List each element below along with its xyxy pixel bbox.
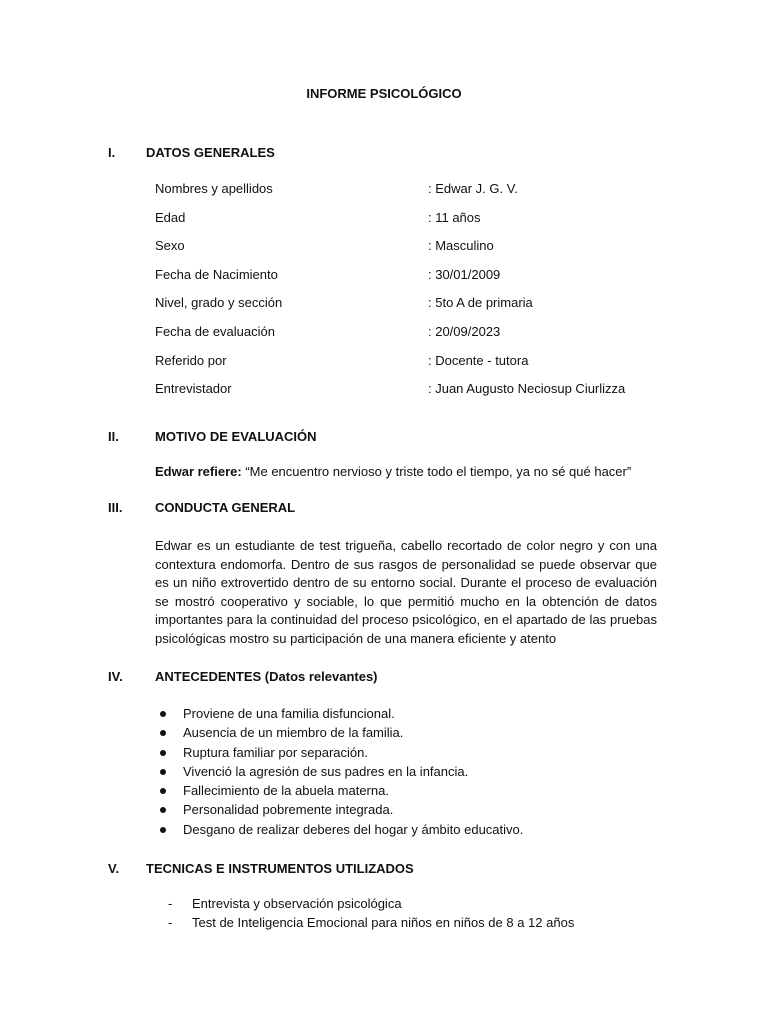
datos-label: Nombres y apellidos bbox=[155, 181, 273, 196]
list-item-text: Ausencia de un miembro de la familia. bbox=[183, 725, 404, 741]
list-item-text: Test de Inteligencia Emocional para niños en niños de 8 a 12 años bbox=[192, 915, 575, 930]
bullet-icon bbox=[160, 769, 166, 775]
datos-label: Edad bbox=[155, 210, 186, 225]
datos-value: : 20/09/2023 bbox=[428, 324, 501, 339]
datos-label: Entrevistador bbox=[155, 381, 232, 396]
section-title-motivo: MOTIVO DE EVALUACIÓN bbox=[155, 429, 317, 444]
list-item bbox=[168, 896, 574, 915]
list-item bbox=[155, 783, 523, 802]
bullet-icon bbox=[160, 730, 166, 736]
datos-label: Referido por bbox=[155, 353, 227, 368]
bullet-icon bbox=[160, 750, 166, 756]
bullet-icon bbox=[160, 788, 166, 794]
datos-row bbox=[155, 381, 675, 399]
datos-row bbox=[155, 181, 675, 199]
tecnicas-list bbox=[168, 896, 574, 934]
datos-value: : Edwar J. G. V. bbox=[428, 181, 518, 196]
datos-value: : Masculino bbox=[428, 238, 494, 253]
list-item-text: Proviene de una familia disfuncional. bbox=[183, 706, 395, 721]
section-number-3: III. bbox=[108, 500, 123, 515]
section-title-datos-generales: DATOS GENERALES bbox=[146, 145, 275, 160]
list-item bbox=[155, 745, 523, 764]
motivo-quote: “Me encuentro nervioso y triste todo el tiempo, ya no sé qué hacer” bbox=[241, 464, 632, 479]
section-number-1: I. bbox=[108, 145, 116, 160]
list-item bbox=[155, 706, 523, 725]
list-item bbox=[155, 764, 523, 783]
datos-row bbox=[155, 295, 675, 313]
datos-row bbox=[155, 210, 675, 228]
bullet-icon bbox=[160, 827, 166, 833]
datos-value: : 30/01/2009 bbox=[428, 267, 501, 282]
section-title-antecedentes: ANTECEDENTES (Datos relevantes) bbox=[155, 669, 378, 684]
list-item-text: Desgano de realizar deberes del hogar y ámbito educativo. bbox=[183, 821, 524, 837]
motivo-lead: Edwar refiere: bbox=[155, 464, 242, 479]
datos-value: : Juan Augusto Neciosup Ciurlizza bbox=[428, 381, 626, 396]
dash-marker: - bbox=[168, 915, 173, 930]
bullet-icon bbox=[160, 807, 166, 813]
dash-marker: - bbox=[168, 896, 173, 911]
datos-label: Sexo bbox=[155, 238, 185, 253]
list-item-text: Entrevista y observación psicológica bbox=[192, 896, 402, 911]
section-title-conducta: CONDUCTA GENERAL bbox=[155, 500, 296, 515]
section-number-5: V. bbox=[108, 861, 120, 876]
list-item bbox=[155, 822, 523, 841]
bullet-icon bbox=[160, 711, 166, 717]
datos-label: Fecha de Nacimiento bbox=[155, 267, 278, 282]
datos-row bbox=[155, 353, 675, 371]
list-item-text: Ruptura familiar por separación. bbox=[183, 744, 368, 760]
list-item bbox=[168, 915, 574, 934]
list-item-text: Vivenció la agresión de sus padres en la infancia. bbox=[183, 763, 469, 779]
conducta-paragraph: Edwar es un estudiante de test trigueña, cabello recortado de color negro y con una contextura endomorfa. Dentro de sus rasgos de personalidad se puede observar que es un niño extrovertido dentro de su entorno social. Durante el proceso de evaluación se mostró cooperativo y sociable, lo que permitió mucho en la obtención de datos importantes para la continuidad del proceso psicológico, en el apartado de las pruebas psicológicas mostro su participación de una manera eficiente y atento bbox=[155, 538, 657, 646]
list-item-text: Fallecimiento de la abuela materna. bbox=[183, 783, 389, 799]
datos-value: : Docente - tutora bbox=[428, 353, 529, 368]
list-item bbox=[155, 802, 523, 821]
section-title-tecnicas: TECNICAS E INSTRUMENTOS UTILIZADOS bbox=[146, 861, 414, 876]
datos-label: Fecha de evaluación bbox=[155, 324, 275, 339]
list-item-text: Personalidad pobremente integrada. bbox=[183, 802, 394, 818]
datos-value: : 11 años bbox=[428, 210, 481, 225]
datos-row bbox=[155, 267, 675, 285]
list-item bbox=[155, 725, 523, 744]
datos-value: : 5to A de primaria bbox=[428, 295, 533, 310]
datos-row bbox=[155, 324, 675, 342]
antecedentes-list bbox=[155, 706, 523, 841]
datos-label: Nivel, grado y sección bbox=[155, 295, 283, 310]
motivo-statement bbox=[155, 464, 695, 479]
section-number-4: IV. bbox=[108, 669, 123, 684]
document-title: INFORME PSICOLÓGICO bbox=[306, 86, 462, 101]
section-number-2: II. bbox=[108, 429, 119, 444]
datos-row bbox=[155, 238, 675, 256]
